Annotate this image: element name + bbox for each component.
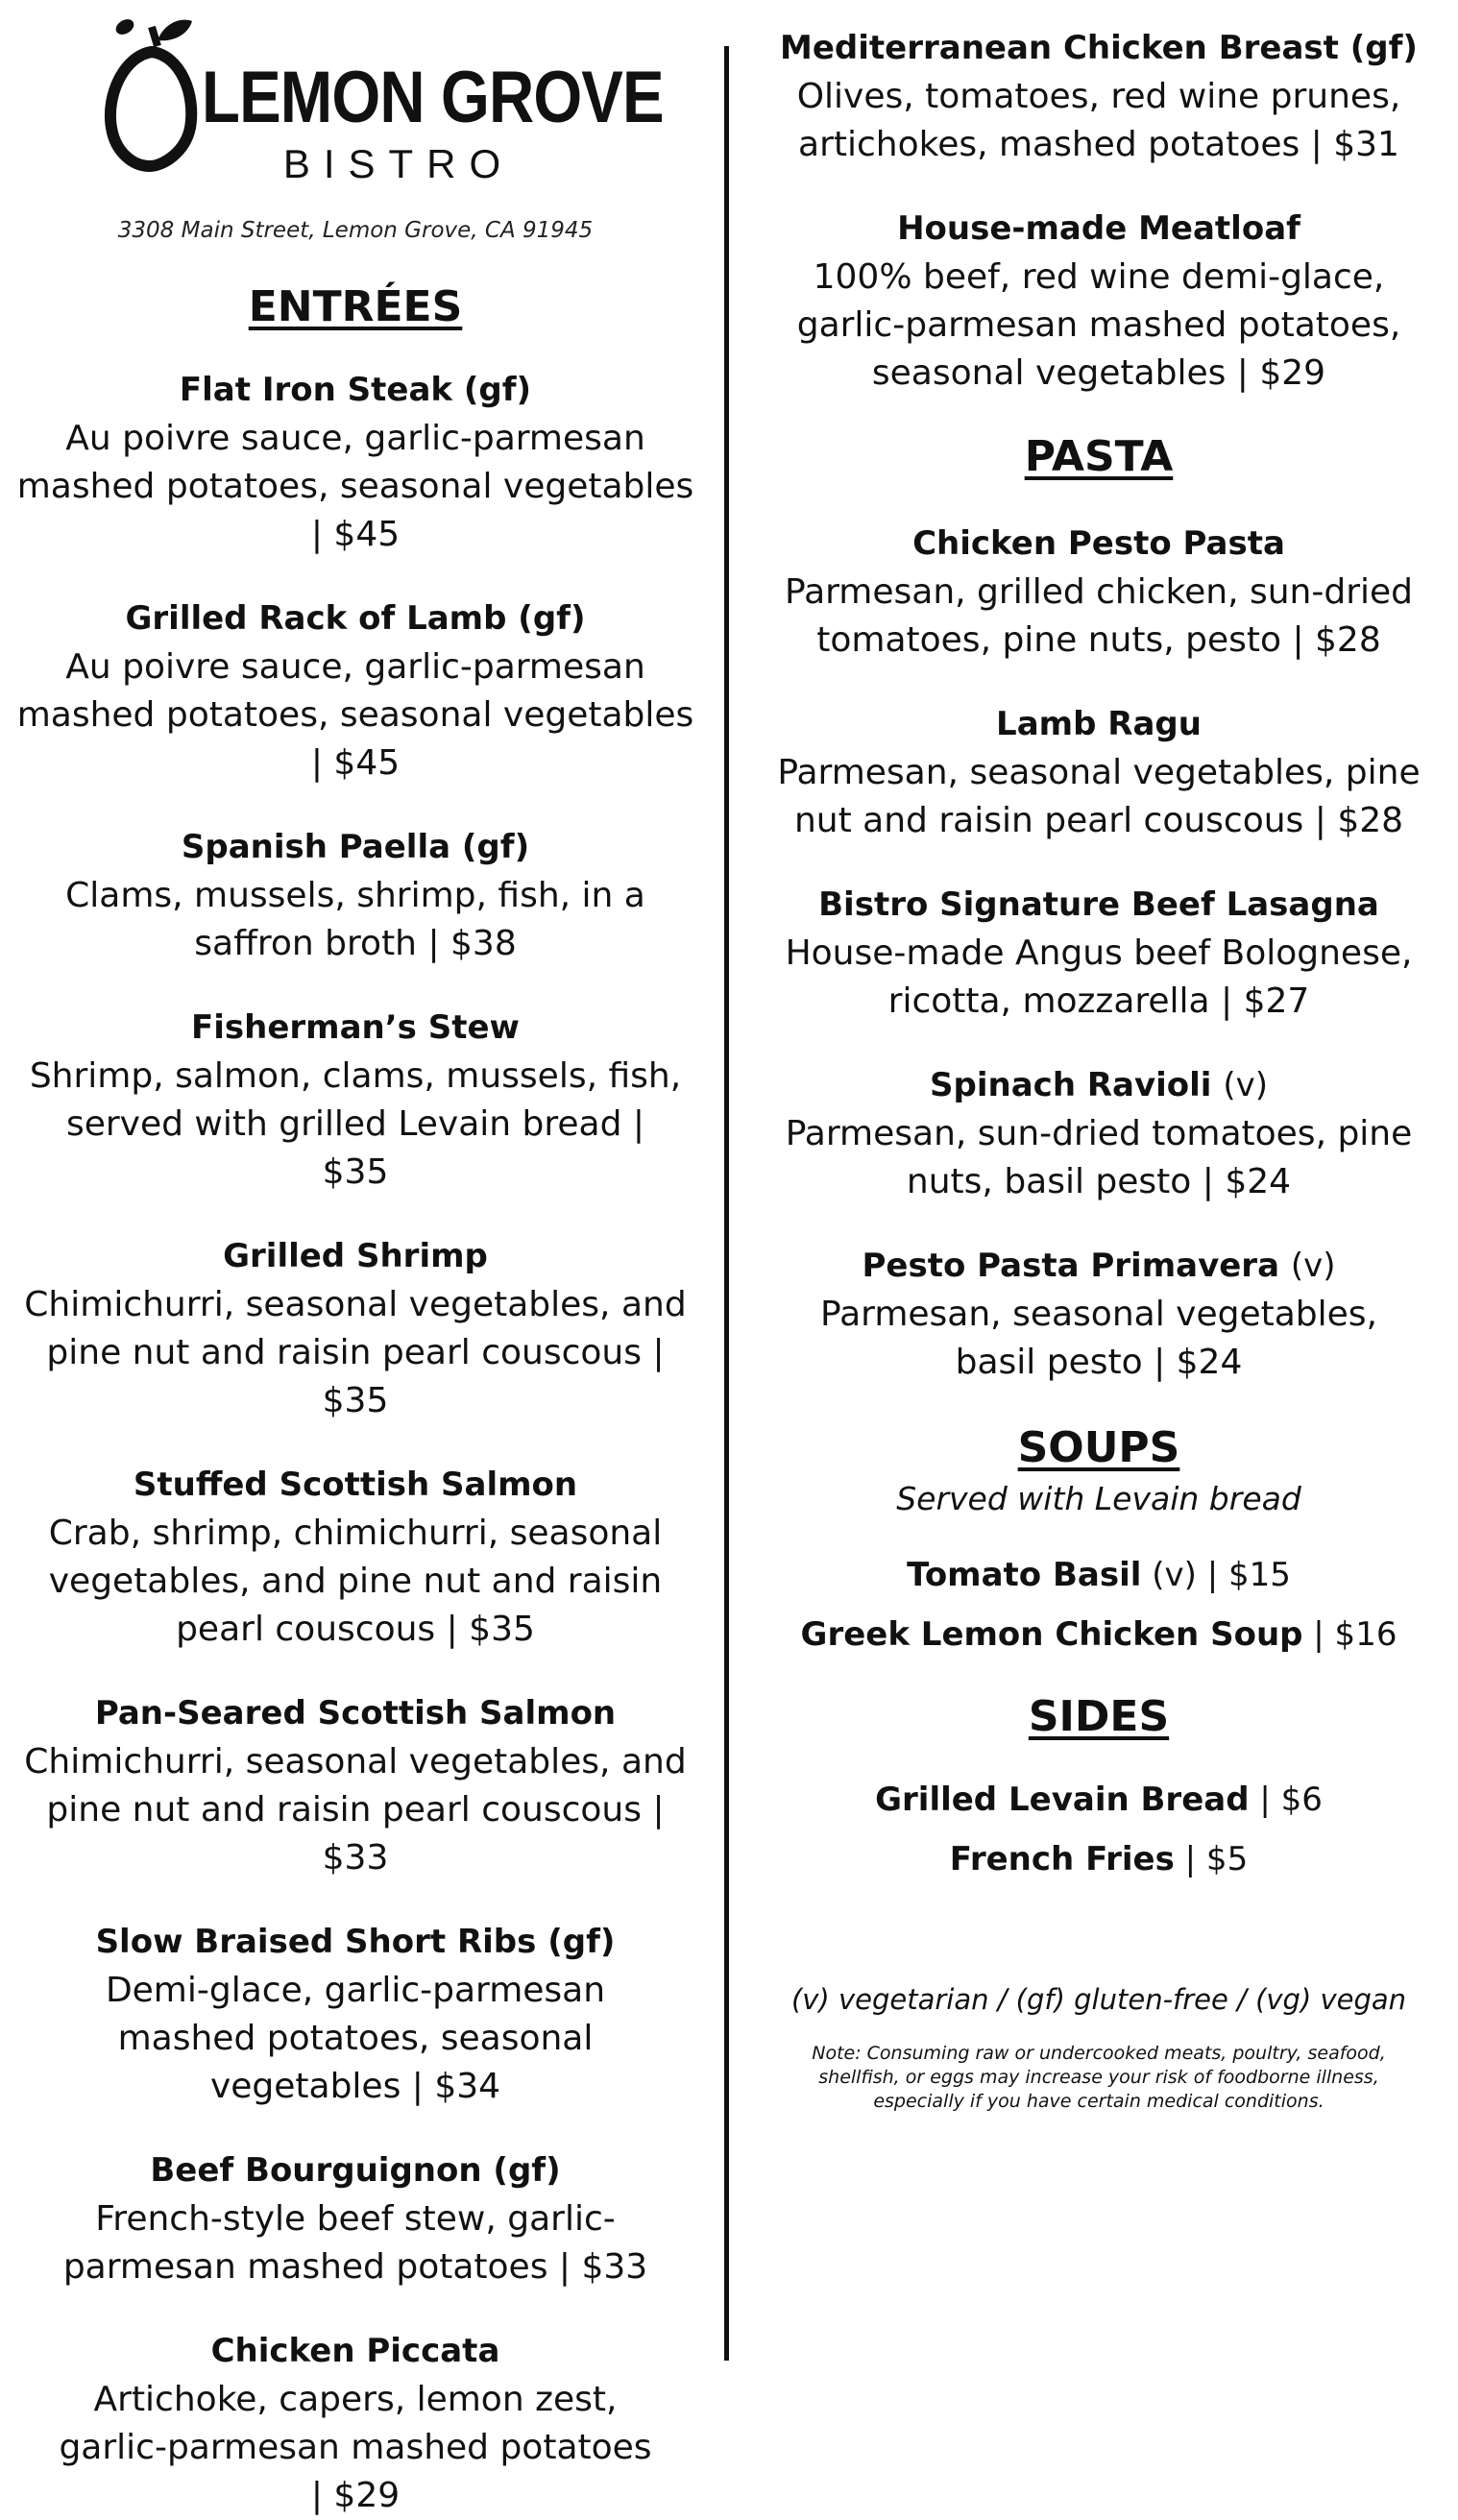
soup-item-name: Tomato Basil bbox=[907, 1556, 1142, 1594]
menu-item-description: French-style beef stew, garlic-parmesan mashed potatoes | $33 bbox=[62, 2199, 648, 2287]
menu-item bbox=[0, 2145, 711, 2291]
menu-item bbox=[0, 365, 711, 559]
menu-item-name: Grilled Shrimp bbox=[223, 1237, 488, 1275]
side-item bbox=[740, 1834, 1458, 1884]
menu-item-description: Demi-glace, garlic-parmesan mashed potatoes, seasonal vegetables | $34 bbox=[105, 1971, 606, 2106]
brand-subtitle: BISTRO bbox=[282, 141, 515, 186]
menu-item-name bbox=[740, 1241, 1458, 1291]
brand-name: LEMON GROVE bbox=[202, 57, 664, 138]
menu-item-description: Chimichurri, seasonal vegetables, and pine nut and raisin pearl couscous | $35 bbox=[24, 1285, 687, 1420]
menu-item-name: Chicken Piccata bbox=[210, 2332, 500, 2370]
menu-item-description: Crab, shrimp, chimichurri, seasonal vegetables, and pine nut and raisin pearl couscous | $35 bbox=[48, 1514, 663, 1649]
menu-item-name-text: Spinach Ravioli bbox=[930, 1066, 1212, 1104]
menu-item-name: Fisherman’s Stew bbox=[191, 1008, 520, 1047]
soup-item-price: | $16 bbox=[1313, 1615, 1397, 1654]
menu-item bbox=[0, 594, 711, 788]
side-item-price: | $5 bbox=[1184, 1840, 1249, 1878]
menu-item-name: House-made Meatloaf bbox=[897, 209, 1300, 248]
menu-item-name bbox=[740, 519, 1458, 569]
menu-item-description: Parmesan, seasonal vegetables, basil pesto | $24 bbox=[820, 1295, 1377, 1382]
menu-item bbox=[740, 23, 1458, 169]
menu-item-name-text: Bistro Signature Beef Lasagna bbox=[818, 885, 1379, 924]
menu-item bbox=[0, 1460, 711, 1654]
menu-item-name: Pan-Seared Scottish Salmon bbox=[94, 1694, 617, 1732]
section-title-soups: SOUPS bbox=[1017, 1423, 1180, 1472]
menu-item-description: Artichoke, capers, lemon zest, garlic-parmesan mashed potatoes | $29 bbox=[59, 2380, 652, 2515]
section-title-pasta: PASTA bbox=[1024, 432, 1174, 481]
menu-item-name-text: Lamb Ragu bbox=[996, 705, 1202, 743]
menu-item-description: 100% beef, red wine demi-glace, garlic-parmesan mashed potatoes, seasonal vegetables | $29 bbox=[796, 257, 1401, 393]
menu-item-name: Grilled Rack of Lamb (gf) bbox=[125, 599, 586, 638]
menu-item bbox=[740, 519, 1458, 665]
menu-item-description: Clams, mussels, shrimp, fish, in a saffron broth | $38 bbox=[65, 876, 645, 963]
restaurant-address: 3308 Main Street, Lemon Grove, CA 91945 bbox=[117, 218, 594, 243]
menu-item-description: Shrimp, salmon, clams, mussels, fish, served with grilled Levain bread | $35 bbox=[29, 1056, 682, 1192]
menu-item-name bbox=[740, 699, 1458, 749]
menu-item-description: Au poivre sauce, garlic-parmesan mashed potatoes, seasonal vegetables | $45 bbox=[16, 647, 694, 783]
menu-item-description: Chimichurri, seasonal vegetables, and pine nut and raisin pearl couscous | $33 bbox=[24, 1742, 687, 1878]
menu-item-name: Mediterranean Chicken Breast (gf) bbox=[780, 29, 1418, 67]
dietary-tag: (v) bbox=[1152, 1556, 1197, 1594]
menu-item bbox=[0, 1688, 711, 1882]
menu-item bbox=[0, 822, 711, 968]
menu-item-description: Parmesan, seasonal vegetables, pine nut and raisin pearl couscous | $28 bbox=[777, 753, 1421, 840]
menu-item-description: House-made Angus beef Bolognese, ricotta, mozzarella | $27 bbox=[785, 933, 1413, 1021]
menu-item bbox=[740, 699, 1458, 845]
soup-item-name: Greek Lemon Chicken Soup bbox=[800, 1615, 1303, 1654]
column-divider bbox=[724, 46, 729, 2361]
menu-item bbox=[0, 1003, 711, 1197]
menu-item bbox=[740, 1241, 1458, 1387]
right-column bbox=[740, 0, 1458, 2114]
dietary-tag: (v) bbox=[1223, 1066, 1268, 1104]
menu-item-name bbox=[740, 880, 1458, 930]
soup-item bbox=[740, 1550, 1458, 1600]
dietary-legend: (v) vegetarian / (gf) gluten-free / (vg) vegan bbox=[790, 1983, 1407, 2016]
soups-note: Served with Levain bread bbox=[896, 1480, 1301, 1517]
menu-item-name: Spanish Paella (gf) bbox=[181, 828, 530, 866]
section-title-sides: SIDES bbox=[1028, 1692, 1170, 1741]
health-advisory-note: Note: Consuming raw or undercooked meats, poultry, seafood, shellfish, or eggs may increase your risk of foodborne illness, especially if you have certain medical conditions. bbox=[812, 2043, 1386, 2112]
menu-item-name bbox=[740, 1060, 1458, 1110]
menu-item-name: Slow Braised Short Ribs (gf) bbox=[95, 1923, 616, 1961]
menu-item bbox=[0, 2326, 711, 2520]
side-item-price: | $6 bbox=[1259, 1781, 1323, 1819]
menu-item-name: Stuffed Scottish Salmon bbox=[133, 1466, 578, 1504]
lemon-logo-icon bbox=[104, 8, 200, 171]
menu-item-name-text: Pesto Pasta Primavera bbox=[862, 1247, 1280, 1285]
menu-item-description: Olives, tomatoes, red wine prunes, artichokes, mashed potatoes | $31 bbox=[796, 77, 1401, 164]
menu-item bbox=[740, 1060, 1458, 1206]
side-item-name: Grilled Levain Bread bbox=[875, 1781, 1250, 1819]
menu-item bbox=[740, 204, 1458, 398]
side-item bbox=[740, 1775, 1458, 1825]
menu-item bbox=[740, 880, 1458, 1026]
soup-item bbox=[740, 1610, 1458, 1660]
menu-item bbox=[0, 1231, 711, 1425]
menu-item-description: Au poivre sauce, garlic-parmesan mashed potatoes, seasonal vegetables | $45 bbox=[16, 419, 694, 554]
menu-item-description: Parmesan, sun-dried tomatoes, pine nuts, basil pesto | $24 bbox=[785, 1114, 1413, 1201]
menu-item-description: Parmesan, grilled chicken, sun-dried tomatoes, pine nuts, pesto | $28 bbox=[784, 572, 1413, 660]
menu-item-name: Flat Iron Steak (gf) bbox=[179, 371, 532, 409]
section-title-entrees: ENTRÉES bbox=[248, 282, 463, 331]
dietary-tag: (v) bbox=[1290, 1247, 1336, 1285]
side-item-name: French Fries bbox=[949, 1840, 1175, 1878]
left-column bbox=[0, 0, 711, 2520]
logo bbox=[0, 0, 711, 202]
menu-item-name: Beef Bourguignon (gf) bbox=[150, 2151, 561, 2190]
menu-item bbox=[0, 1917, 711, 2111]
menu-item-name-text: Chicken Pesto Pasta bbox=[912, 524, 1285, 563]
soup-item-price: | $15 bbox=[1206, 1556, 1291, 1594]
